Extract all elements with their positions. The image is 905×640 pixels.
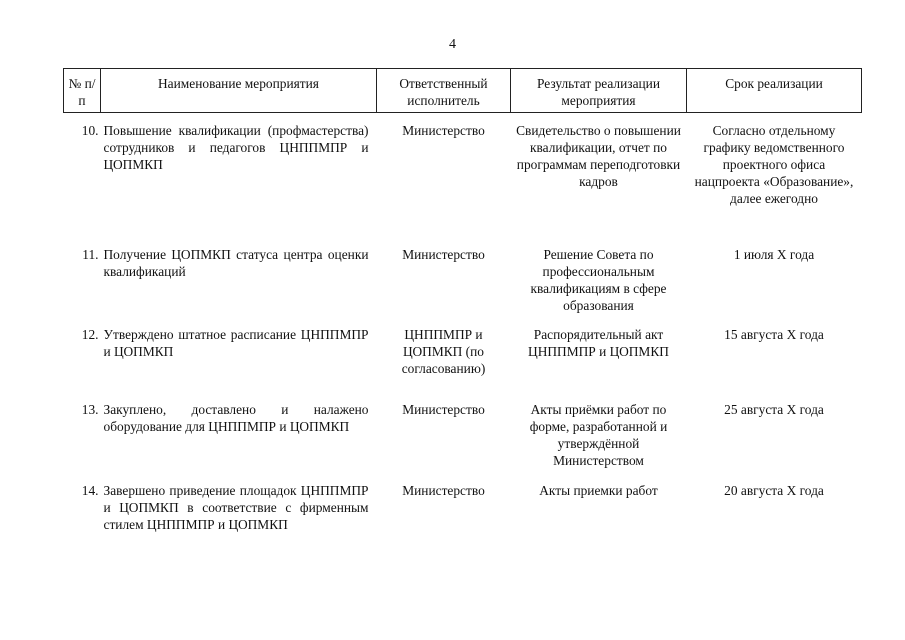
row-responsible: Министерство (402, 123, 485, 138)
row-term: 20 августа X года (724, 482, 824, 498)
row-term: 15 августа X года (724, 326, 824, 342)
page-number: 4 (449, 37, 456, 52)
row-responsible: Министерство (402, 246, 485, 262)
table-body (64, 113, 862, 533)
row-result: Акты приёмки работ по форме, разработанной и утверждённой Министерством (529, 401, 668, 468)
row-term: 1 июля X года (733, 246, 815, 262)
table-header (64, 69, 862, 113)
row-result: Акты приемки работ (539, 482, 658, 498)
row-num: 12. (81, 326, 99, 342)
row-result: Распорядительный акт ЦНППМПР и ЦОПМКП (528, 326, 669, 359)
measures-table (63, 68, 862, 533)
row-name: Получение ЦОПМКП статуса центра оценки квалификаций (103, 246, 369, 279)
row-responsible: Министерство (402, 482, 485, 498)
table-row (64, 246, 862, 326)
row-name: Завершено приведение площадок ЦНППМПР и ЦОПМКП в соответствие с фирменным стилем ЦНППМПР и ЦОПМКП (103, 482, 369, 532)
row-num: 14. (81, 482, 99, 498)
header-term: Срок реализации (687, 69, 862, 113)
table-row (64, 401, 862, 482)
row-term: 25 августа X года (724, 401, 824, 417)
row-name: Утверждено штатное расписание ЦНППМПР и ЦОПМКП (103, 326, 369, 359)
header-num: № п/п (64, 69, 101, 113)
row-term: Согласно отдельному графику ведомственного проектного офиса нацпроекта «Образование», далее ежегодно (694, 123, 854, 206)
row-name: Повышение квалификации (профмастерства) сотрудников и педагогов ЦНППМПР и ЦОПМКП (103, 123, 369, 172)
row-result: Свидетельство о повышении квалификации, отчет по программам переподготовки кадров (516, 123, 681, 189)
header-name: Наименование мероприятия (101, 69, 377, 113)
row-name: Закуплено, доставлено и налажено оборудование для ЦНППМПР и ЦОПМКП (103, 401, 369, 434)
header-row (64, 69, 862, 113)
header-responsible: Ответственный исполнитель (377, 69, 511, 113)
row-num: 13. (81, 401, 99, 417)
row-result: Решение Совета по профессиональным квалификациям в сфере образования (530, 246, 667, 313)
table-row (64, 113, 862, 246)
table-row (64, 326, 862, 401)
row-responsible: ЦНППМПР и ЦОПМКП (по согласованию) (401, 326, 486, 376)
row-responsible: Министерство (402, 401, 485, 417)
header-result: Результат реализации мероприятия (511, 69, 687, 113)
row-num: 10. (81, 123, 99, 138)
row-num: 11. (82, 246, 99, 262)
table-row (64, 482, 862, 533)
